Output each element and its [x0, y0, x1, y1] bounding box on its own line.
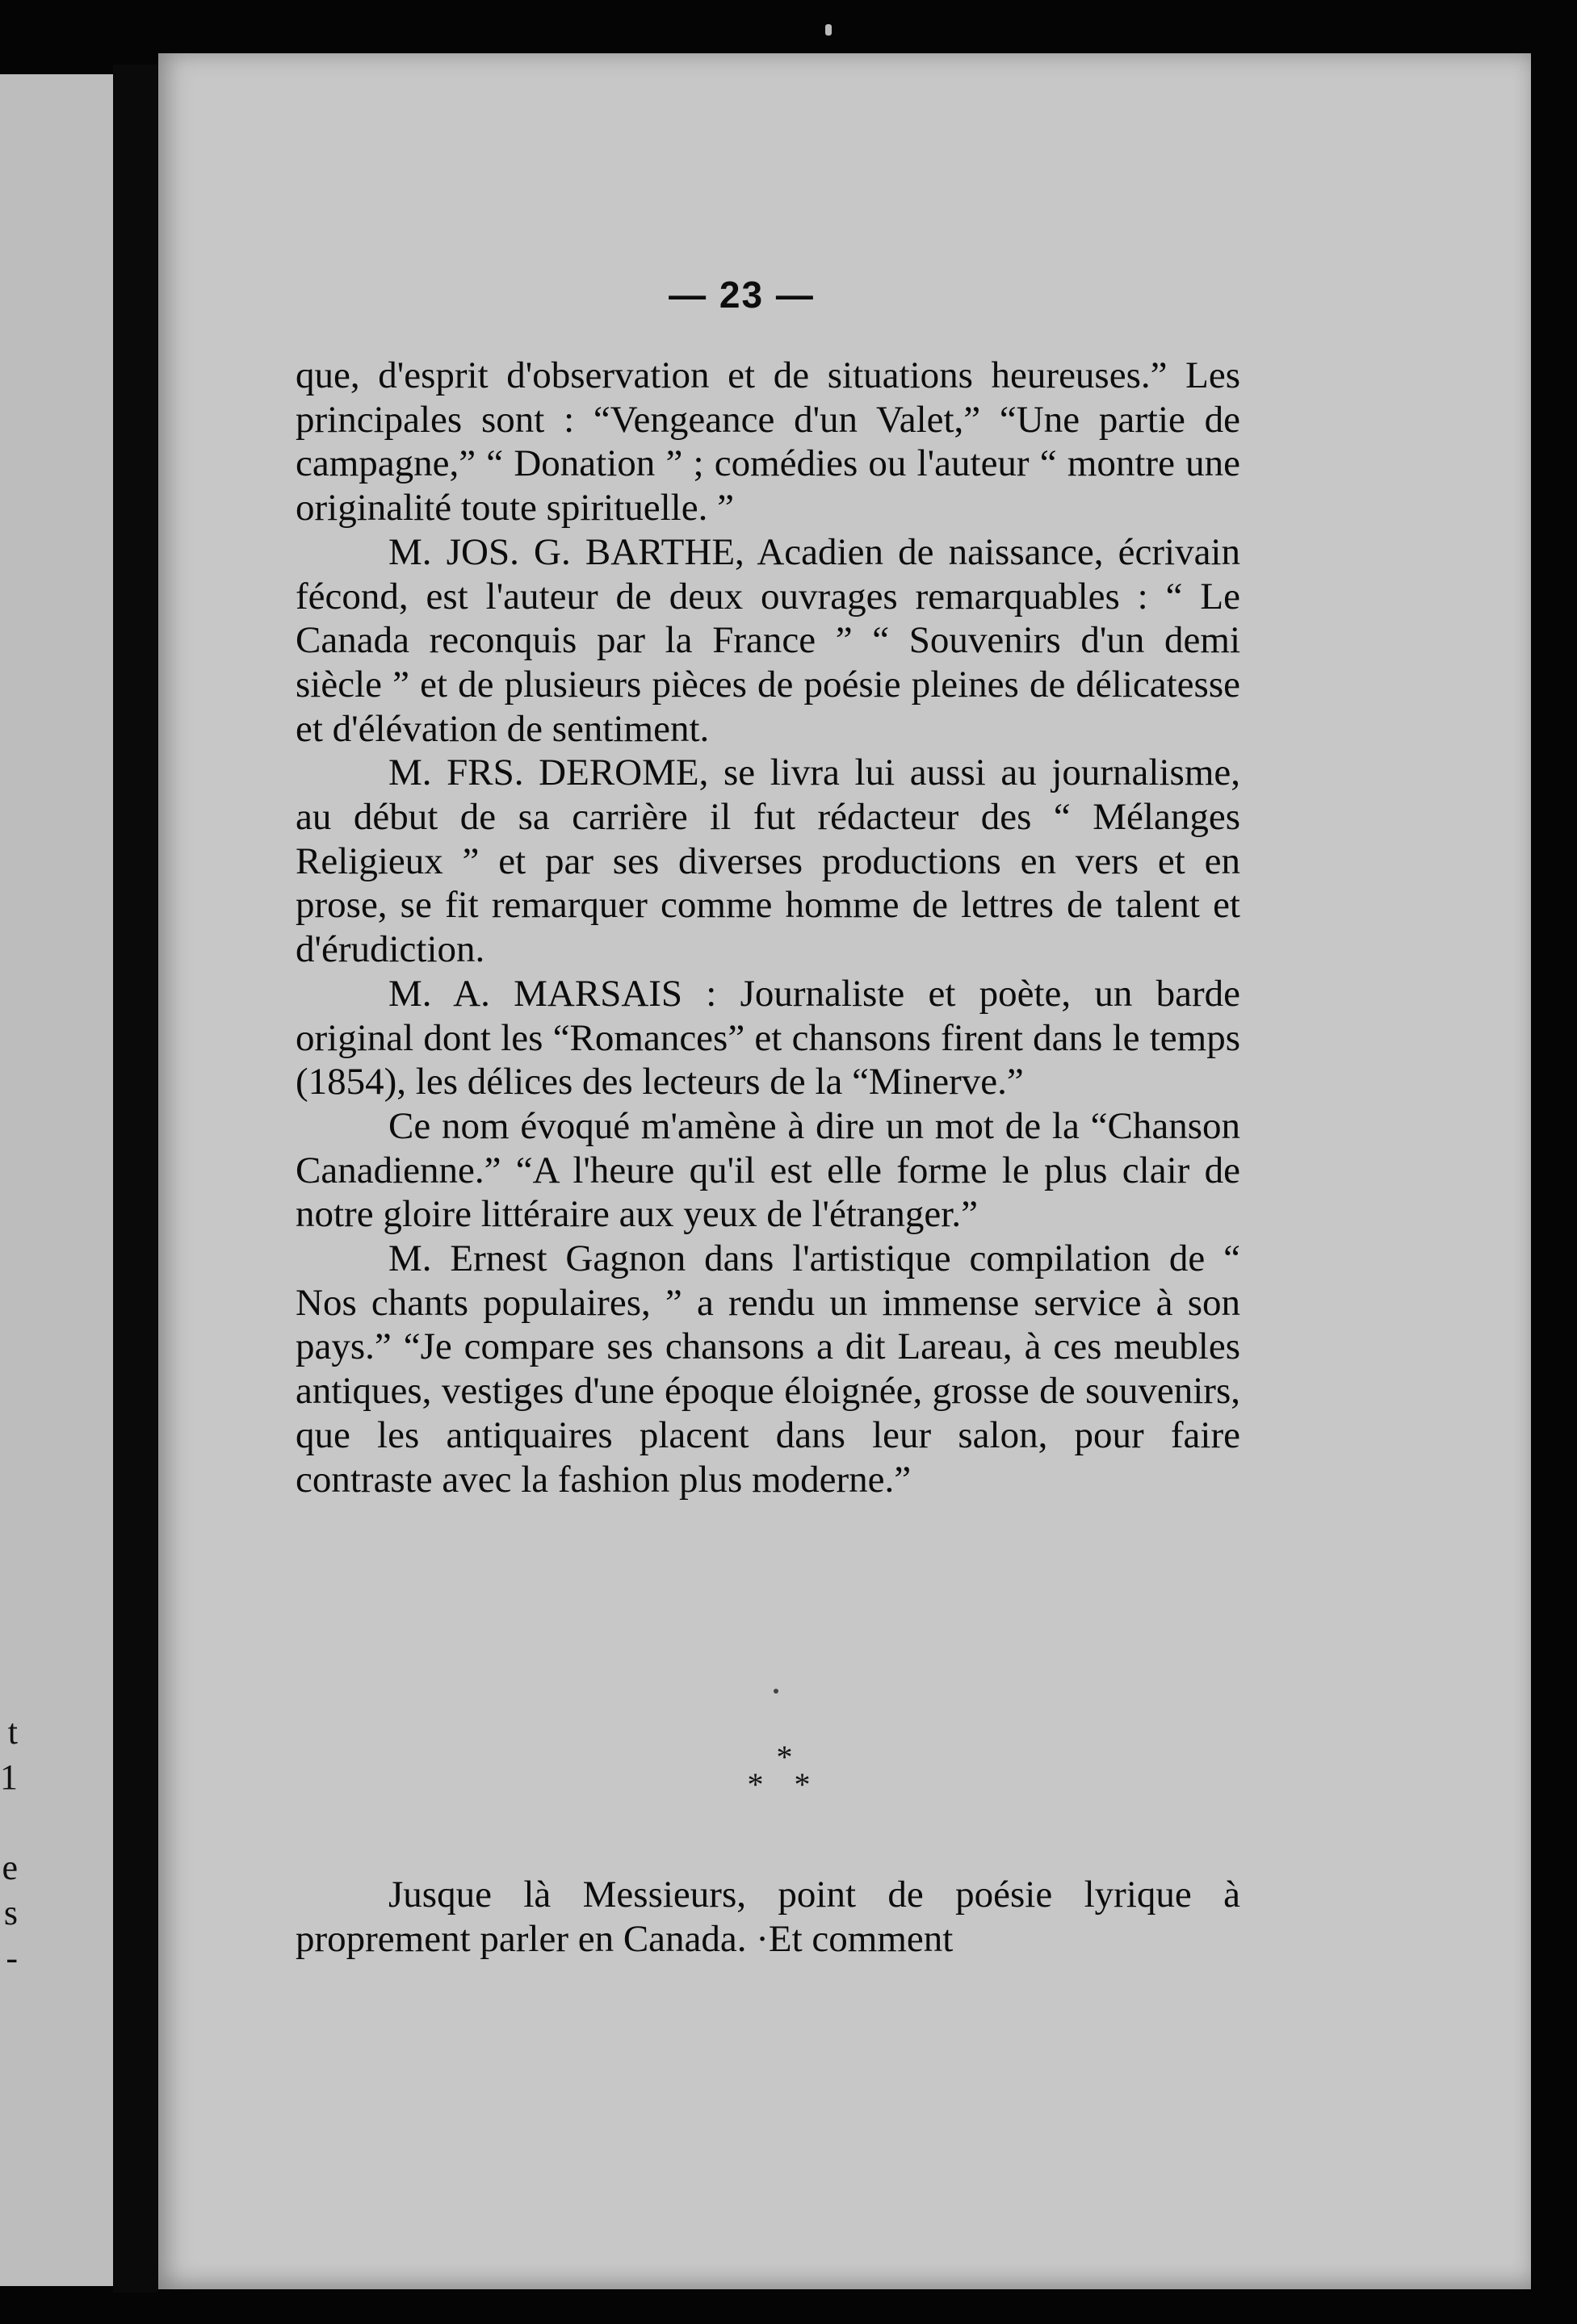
- fragment-char: s: [3, 1893, 18, 1932]
- paragraph-marsais: M. A. MARSAIS : Journaliste et poète, un barde original dont les “Romances” et chansons firent dans le temps (1854), les délices des lecteurs de la “Minerve.”: [296, 972, 1240, 1103]
- paragraph-closing: Jusque là Messieurs, point de poésie lyrique à proprement parler en Canada. ·Et comment: [296, 1874, 1240, 1960]
- ink-dot: [774, 1689, 778, 1694]
- adjacent-page-left: [0, 74, 120, 2286]
- fragment-char: e: [2, 1848, 18, 1887]
- closing-text: [296, 1873, 1240, 1961]
- book-spine-shadow: [113, 65, 158, 2293]
- paragraph-derome: M. FRS. DEROME, se livra lui aussi au journalisme, au début de sa carrière il fut rédacteur des “ Mélanges Religieux ” et par ses diverses productions en vers et en prose, se fit remarquer comme homme de lettres de talent et d'érudiction.: [296, 752, 1240, 971]
- asterism-bottom: * *: [747, 1766, 822, 1803]
- paragraph-continuation: que, d'esprit d'observation et de situations heureuses.” Les principales sont : “Vengeance d'un Valet,” “Une partie de campagne,” “ Donation ” ; comédies ou l'auteur “ montre une originalité toute spirituelle. ”: [296, 354, 1240, 530]
- fragment-char: t: [7, 1712, 18, 1752]
- section-break-asterism: [0, 1739, 1573, 1803]
- paragraph-chanson: Ce nom évoqué m'amène à dire un mot de la “Chanson Canadienne.” “A l'heure qu'il est elle forme le plus clair de notre gloire littéraire aux yeux de l'étranger.”: [296, 1104, 1240, 1236]
- fragment-char: -: [6, 1938, 18, 1978]
- paragraph-gagnon: M. Ernest Gagnon dans l'artistique compilation de “ Nos chants populaires, ” a rendu un immense service à son pays.” “Je compare ses chansons a dit Lareau, à ces meubles antiques, vestiges d'une époque éloignée, grosse de souvenirs, que les antiquaires placent dans leur salon, pour faire contraste avec la fashion plus moderne.”: [296, 1237, 1240, 1501]
- fragment-char: 1: [0, 1757, 18, 1797]
- asterism-top: *: [776, 1739, 793, 1775]
- paragraph-barthe: M. JOS. G. BARTHE, Acadien de naissance, écrivain fécond, est l'auteur de deux ouvrages remarquables : “ Le Canada reconquis par la France ” “ Souvenirs d'un demi siècle ” et de plusieurs pièces de poésie pleines de délicatesse et d'élévation de sentiment.: [296, 530, 1240, 750]
- fragment-char: [0, 1800, 18, 1845]
- page-number: — 23 —: [669, 274, 815, 316]
- scan-speck: [825, 24, 832, 36]
- body-text: [296, 354, 1240, 1501]
